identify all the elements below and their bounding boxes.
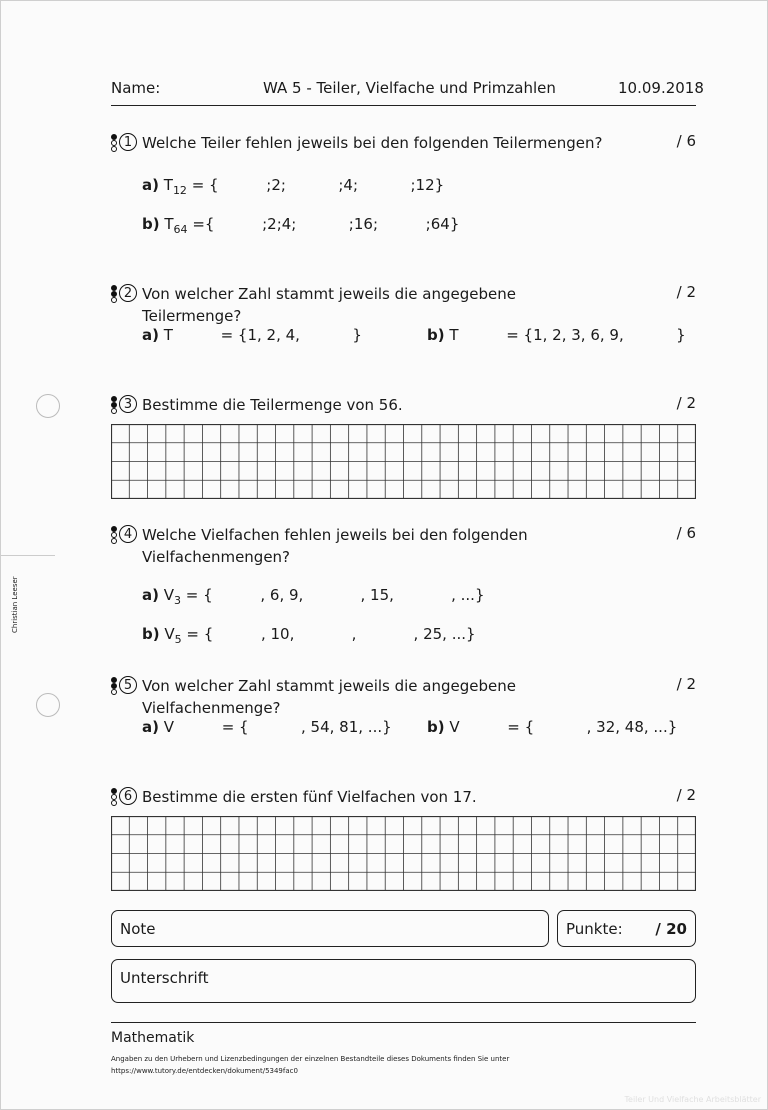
punch-hole-bottom bbox=[36, 693, 60, 717]
question-points: / 2 bbox=[676, 283, 696, 301]
item-2b: b) T = {1, 2, 3, 6, 9, } bbox=[427, 326, 686, 344]
item-5b: b) V = { , 32, 48, ...} bbox=[427, 718, 678, 736]
answer-grid-3[interactable] bbox=[111, 424, 696, 499]
question-number: 6 bbox=[119, 787, 137, 805]
grade-label: Note bbox=[120, 920, 156, 938]
item-4b: b) $V_5$ = { , 10, , , 25, ...} bbox=[142, 625, 476, 646]
difficulty-icon bbox=[111, 677, 118, 695]
question-5 bbox=[111, 675, 696, 717]
question-title: Bestimme die ersten fünf Vielfachen von 17. bbox=[142, 788, 477, 806]
question-number: 2 bbox=[119, 284, 137, 302]
grade-box[interactable] bbox=[111, 910, 549, 947]
difficulty-icon bbox=[111, 285, 118, 303]
question-title: Welche Vielfachen fehlen jeweils bei den folgenden Vielfachenmengen? bbox=[142, 526, 528, 566]
question-title: Von welcher Zahl stammt jeweils die angegebene Vielfachenmenge? bbox=[142, 677, 516, 717]
points-label: Punkte: bbox=[566, 920, 623, 938]
points-total: / 20 bbox=[655, 920, 687, 938]
item-5a: a) V = { , 54, 81, ...} bbox=[142, 718, 392, 736]
punch-hole-top bbox=[36, 394, 60, 418]
question-title: Welche Teiler fehlen jeweils bei den folgenden Teilermengen? bbox=[142, 134, 603, 152]
fold-mark bbox=[1, 555, 55, 556]
question-points: / 2 bbox=[676, 394, 696, 412]
difficulty-icon bbox=[111, 134, 118, 152]
question-points: / 2 bbox=[676, 675, 696, 693]
watermark: Teiler Und Vielfache Arbeitsblätter bbox=[624, 1095, 761, 1104]
header-rule bbox=[111, 105, 696, 106]
question-title: Bestimme die Teilermenge von 56. bbox=[142, 396, 403, 414]
question-number: 3 bbox=[119, 395, 137, 413]
difficulty-icon bbox=[111, 788, 118, 806]
question-number: 1 bbox=[119, 133, 137, 151]
points-box[interactable] bbox=[557, 910, 696, 947]
item-2a: a) T = {1, 2, 4, } bbox=[142, 326, 362, 344]
question-points: / 6 bbox=[676, 132, 696, 150]
question-points: / 2 bbox=[676, 786, 696, 804]
item-1b: b) $T_{64}$ ={ ;2;4; ;16; ;64} bbox=[142, 215, 460, 236]
question-2 bbox=[111, 283, 696, 325]
question-number: 4 bbox=[119, 525, 137, 543]
worksheet-title: WA 5 - Teiler, Vielfache und Primzahlen bbox=[263, 79, 556, 97]
name-label: Name: bbox=[111, 79, 161, 97]
answer-grid-6[interactable] bbox=[111, 816, 696, 891]
question-points: / 6 bbox=[676, 524, 696, 542]
question-6 bbox=[111, 786, 696, 808]
side-author: Christian Leeser bbox=[11, 576, 19, 633]
footer-rule bbox=[111, 1022, 696, 1023]
question-title: Von welcher Zahl stammt jeweils die angegebene Teilermenge? bbox=[142, 285, 516, 325]
signature-box[interactable] bbox=[111, 959, 696, 1003]
question-4 bbox=[111, 524, 696, 568]
question-number: 5 bbox=[119, 676, 137, 694]
signature-label: Unterschrift bbox=[120, 969, 209, 987]
difficulty-icon bbox=[111, 526, 118, 544]
footer-attribution: Angaben zu den Urhebern und Lizenzbedingungen der einzelnen Bestandteile dieses Dokuments finden Sie unter bbox=[111, 1055, 510, 1063]
item-4a: a) $V_3$ = { , 6, 9, , 15, , ...} bbox=[142, 586, 485, 607]
worksheet-date: 10.09.2018 bbox=[618, 79, 704, 97]
question-1 bbox=[111, 132, 696, 154]
item-1a: a) $T_{12}$ = { ;2; ;4; ;12} bbox=[142, 176, 445, 197]
footer-subject: Mathematik bbox=[111, 1030, 195, 1046]
footer-attribution-link[interactable]: https://www.tutory.de/entdecken/dokument/5349fac0 bbox=[111, 1067, 298, 1075]
difficulty-icon bbox=[111, 396, 118, 414]
question-3 bbox=[111, 394, 696, 416]
